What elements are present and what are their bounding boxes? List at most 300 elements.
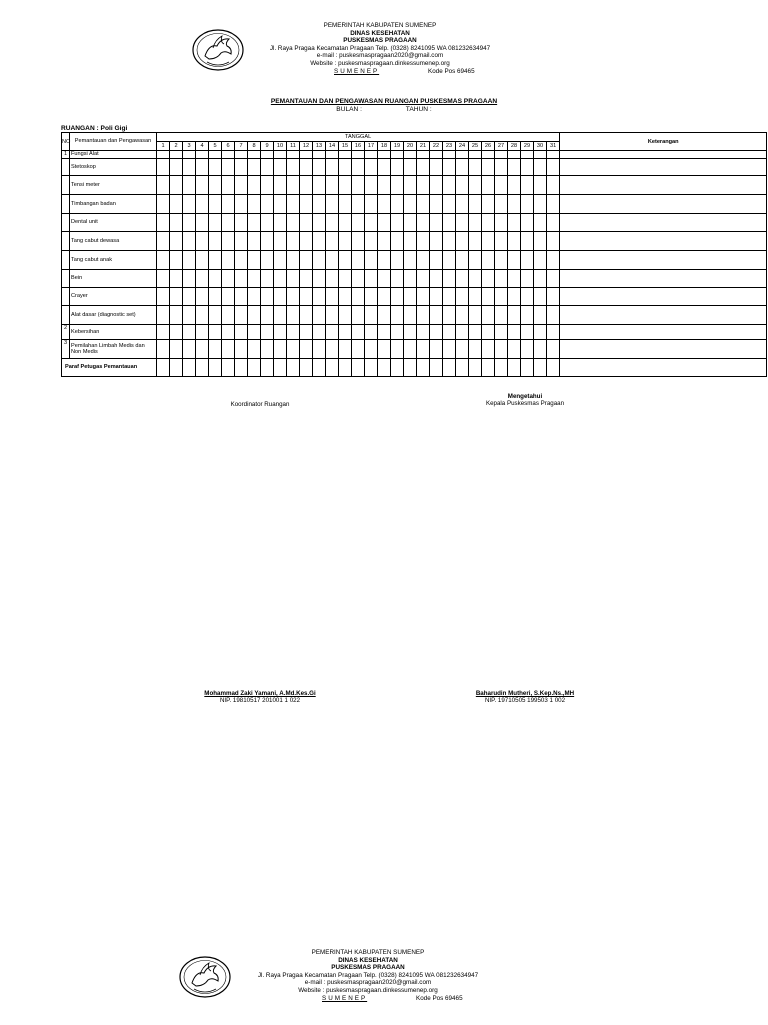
day-cell[interactable] (261, 151, 274, 159)
day-cell[interactable] (547, 232, 560, 251)
day-cell[interactable] (352, 151, 365, 159)
day-cell[interactable] (443, 159, 456, 176)
day-cell[interactable] (196, 159, 209, 176)
day-cell[interactable] (339, 159, 352, 176)
day-cell[interactable] (183, 232, 196, 251)
day-cell[interactable] (521, 306, 534, 325)
day-cell[interactable] (261, 288, 274, 306)
day-cell[interactable] (196, 270, 209, 288)
day-cell[interactable] (222, 176, 235, 195)
day-cell[interactable] (534, 232, 547, 251)
day-cell[interactable] (508, 288, 521, 306)
day-cell[interactable] (495, 288, 508, 306)
day-cell[interactable] (313, 270, 326, 288)
day-cell[interactable] (183, 176, 196, 195)
day-cell[interactable] (482, 325, 495, 340)
day-cell[interactable] (430, 251, 443, 270)
day-cell[interactable] (313, 214, 326, 232)
keterangan-cell[interactable] (560, 325, 767, 340)
day-cell[interactable] (287, 325, 300, 340)
day-cell[interactable] (209, 214, 222, 232)
day-cell[interactable] (365, 270, 378, 288)
day-cell[interactable] (248, 176, 261, 195)
day-cell[interactable] (157, 325, 170, 340)
day-cell[interactable] (209, 340, 222, 359)
day-cell[interactable] (443, 340, 456, 359)
day-cell[interactable] (157, 359, 170, 377)
day-cell[interactable] (404, 232, 417, 251)
day-cell[interactable] (417, 325, 430, 340)
keterangan-cell[interactable] (560, 176, 767, 195)
day-cell[interactable] (326, 195, 339, 214)
day-cell[interactable] (495, 176, 508, 195)
day-cell[interactable] (196, 288, 209, 306)
day-cell[interactable] (170, 288, 183, 306)
day-cell[interactable] (300, 288, 313, 306)
day-cell[interactable] (209, 195, 222, 214)
day-cell[interactable] (339, 176, 352, 195)
day-cell[interactable] (326, 288, 339, 306)
day-cell[interactable] (170, 195, 183, 214)
day-cell[interactable] (391, 340, 404, 359)
day-cell[interactable] (261, 340, 274, 359)
day-cell[interactable] (170, 340, 183, 359)
day-cell[interactable] (261, 232, 274, 251)
day-cell[interactable] (521, 359, 534, 377)
day-cell[interactable] (183, 359, 196, 377)
keterangan-cell[interactable] (560, 340, 767, 359)
day-cell[interactable] (391, 159, 404, 176)
day-cell[interactable] (352, 176, 365, 195)
keterangan-cell[interactable] (560, 270, 767, 288)
day-cell[interactable] (508, 359, 521, 377)
day-cell[interactable] (547, 251, 560, 270)
day-cell[interactable] (352, 232, 365, 251)
day-cell[interactable] (183, 340, 196, 359)
day-cell[interactable] (495, 359, 508, 377)
day-cell[interactable] (287, 151, 300, 159)
day-cell[interactable] (417, 359, 430, 377)
day-cell[interactable] (456, 340, 469, 359)
day-cell[interactable] (404, 195, 417, 214)
day-cell[interactable] (157, 288, 170, 306)
day-cell[interactable] (235, 232, 248, 251)
day-cell[interactable] (235, 251, 248, 270)
day-cell[interactable] (469, 359, 482, 377)
day-cell[interactable] (313, 359, 326, 377)
day-cell[interactable] (456, 325, 469, 340)
day-cell[interactable] (209, 325, 222, 340)
day-cell[interactable] (222, 214, 235, 232)
day-cell[interactable] (157, 251, 170, 270)
day-cell[interactable] (326, 151, 339, 159)
day-cell[interactable] (365, 306, 378, 325)
day-cell[interactable] (456, 251, 469, 270)
day-cell[interactable] (209, 151, 222, 159)
day-cell[interactable] (469, 214, 482, 232)
day-cell[interactable] (378, 195, 391, 214)
day-cell[interactable] (222, 288, 235, 306)
day-cell[interactable] (222, 251, 235, 270)
day-cell[interactable] (170, 214, 183, 232)
day-cell[interactable] (248, 214, 261, 232)
day-cell[interactable] (391, 232, 404, 251)
day-cell[interactable] (261, 176, 274, 195)
day-cell[interactable] (235, 151, 248, 159)
day-cell[interactable] (222, 232, 235, 251)
keterangan-cell[interactable] (560, 288, 767, 306)
day-cell[interactable] (313, 232, 326, 251)
day-cell[interactable] (404, 251, 417, 270)
day-cell[interactable] (183, 214, 196, 232)
day-cell[interactable] (508, 270, 521, 288)
day-cell[interactable] (261, 359, 274, 377)
day-cell[interactable] (391, 251, 404, 270)
day-cell[interactable] (482, 251, 495, 270)
day-cell[interactable] (157, 306, 170, 325)
day-cell[interactable] (469, 195, 482, 214)
day-cell[interactable] (274, 251, 287, 270)
day-cell[interactable] (326, 251, 339, 270)
day-cell[interactable] (521, 232, 534, 251)
day-cell[interactable] (378, 251, 391, 270)
day-cell[interactable] (508, 151, 521, 159)
day-cell[interactable] (170, 251, 183, 270)
day-cell[interactable] (352, 195, 365, 214)
day-cell[interactable] (521, 176, 534, 195)
day-cell[interactable] (417, 306, 430, 325)
day-cell[interactable] (313, 325, 326, 340)
day-cell[interactable] (534, 176, 547, 195)
day-cell[interactable] (326, 306, 339, 325)
day-cell[interactable] (274, 340, 287, 359)
day-cell[interactable] (339, 325, 352, 340)
day-cell[interactable] (365, 288, 378, 306)
day-cell[interactable] (352, 306, 365, 325)
day-cell[interactable] (326, 359, 339, 377)
day-cell[interactable] (378, 306, 391, 325)
day-cell[interactable] (508, 159, 521, 176)
day-cell[interactable] (508, 325, 521, 340)
day-cell[interactable] (235, 176, 248, 195)
day-cell[interactable] (339, 232, 352, 251)
day-cell[interactable] (352, 325, 365, 340)
day-cell[interactable] (287, 214, 300, 232)
day-cell[interactable] (495, 340, 508, 359)
day-cell[interactable] (170, 151, 183, 159)
day-cell[interactable] (196, 151, 209, 159)
day-cell[interactable] (196, 176, 209, 195)
day-cell[interactable] (417, 176, 430, 195)
day-cell[interactable] (495, 325, 508, 340)
day-cell[interactable] (404, 270, 417, 288)
day-cell[interactable] (326, 214, 339, 232)
day-cell[interactable] (521, 214, 534, 232)
day-cell[interactable] (469, 176, 482, 195)
day-cell[interactable] (274, 232, 287, 251)
day-cell[interactable] (365, 232, 378, 251)
day-cell[interactable] (339, 359, 352, 377)
day-cell[interactable] (443, 306, 456, 325)
day-cell[interactable] (196, 214, 209, 232)
day-cell[interactable] (391, 288, 404, 306)
day-cell[interactable] (391, 214, 404, 232)
day-cell[interactable] (170, 232, 183, 251)
day-cell[interactable] (469, 306, 482, 325)
day-cell[interactable] (508, 232, 521, 251)
day-cell[interactable] (196, 232, 209, 251)
day-cell[interactable] (261, 159, 274, 176)
day-cell[interactable] (404, 176, 417, 195)
day-cell[interactable] (547, 151, 560, 159)
day-cell[interactable] (482, 232, 495, 251)
day-cell[interactable] (495, 159, 508, 176)
day-cell[interactable] (274, 214, 287, 232)
day-cell[interactable] (495, 270, 508, 288)
day-cell[interactable] (365, 214, 378, 232)
day-cell[interactable] (209, 359, 222, 377)
day-cell[interactable] (196, 340, 209, 359)
day-cell[interactable] (248, 195, 261, 214)
day-cell[interactable] (482, 306, 495, 325)
keterangan-cell[interactable] (560, 251, 767, 270)
day-cell[interactable] (469, 288, 482, 306)
day-cell[interactable] (274, 306, 287, 325)
day-cell[interactable] (547, 306, 560, 325)
day-cell[interactable] (261, 214, 274, 232)
day-cell[interactable] (352, 159, 365, 176)
day-cell[interactable] (534, 306, 547, 325)
day-cell[interactable] (469, 340, 482, 359)
day-cell[interactable] (235, 340, 248, 359)
day-cell[interactable] (391, 151, 404, 159)
day-cell[interactable] (443, 232, 456, 251)
day-cell[interactable] (404, 288, 417, 306)
day-cell[interactable] (274, 195, 287, 214)
day-cell[interactable] (443, 359, 456, 377)
day-cell[interactable] (534, 325, 547, 340)
day-cell[interactable] (313, 251, 326, 270)
day-cell[interactable] (287, 340, 300, 359)
day-cell[interactable] (352, 251, 365, 270)
day-cell[interactable] (222, 195, 235, 214)
day-cell[interactable] (456, 359, 469, 377)
day-cell[interactable] (365, 151, 378, 159)
day-cell[interactable] (469, 232, 482, 251)
day-cell[interactable] (261, 195, 274, 214)
day-cell[interactable] (404, 151, 417, 159)
keterangan-cell[interactable] (560, 306, 767, 325)
day-cell[interactable] (222, 159, 235, 176)
day-cell[interactable] (313, 288, 326, 306)
keterangan-cell[interactable] (560, 159, 767, 176)
day-cell[interactable] (378, 214, 391, 232)
day-cell[interactable] (287, 176, 300, 195)
day-cell[interactable] (378, 359, 391, 377)
day-cell[interactable] (183, 270, 196, 288)
day-cell[interactable] (235, 159, 248, 176)
day-cell[interactable] (456, 270, 469, 288)
day-cell[interactable] (534, 270, 547, 288)
day-cell[interactable] (417, 288, 430, 306)
day-cell[interactable] (391, 359, 404, 377)
day-cell[interactable] (508, 340, 521, 359)
day-cell[interactable] (300, 251, 313, 270)
day-cell[interactable] (378, 288, 391, 306)
day-cell[interactable] (521, 159, 534, 176)
day-cell[interactable] (261, 270, 274, 288)
day-cell[interactable] (170, 325, 183, 340)
day-cell[interactable] (547, 288, 560, 306)
keterangan-cell[interactable] (560, 359, 767, 377)
day-cell[interactable] (170, 270, 183, 288)
day-cell[interactable] (417, 159, 430, 176)
day-cell[interactable] (404, 325, 417, 340)
day-cell[interactable] (196, 251, 209, 270)
day-cell[interactable] (534, 288, 547, 306)
day-cell[interactable] (209, 288, 222, 306)
day-cell[interactable] (417, 195, 430, 214)
day-cell[interactable] (534, 340, 547, 359)
day-cell[interactable] (248, 325, 261, 340)
day-cell[interactable] (378, 176, 391, 195)
day-cell[interactable] (326, 340, 339, 359)
day-cell[interactable] (443, 151, 456, 159)
day-cell[interactable] (313, 306, 326, 325)
day-cell[interactable] (300, 151, 313, 159)
day-cell[interactable] (456, 288, 469, 306)
day-cell[interactable] (313, 340, 326, 359)
day-cell[interactable] (430, 176, 443, 195)
keterangan-cell[interactable] (560, 214, 767, 232)
day-cell[interactable] (547, 214, 560, 232)
day-cell[interactable] (469, 325, 482, 340)
day-cell[interactable] (287, 232, 300, 251)
day-cell[interactable] (443, 176, 456, 195)
day-cell[interactable] (534, 251, 547, 270)
day-cell[interactable] (287, 359, 300, 377)
day-cell[interactable] (404, 159, 417, 176)
day-cell[interactable] (456, 176, 469, 195)
day-cell[interactable] (417, 340, 430, 359)
day-cell[interactable] (157, 340, 170, 359)
day-cell[interactable] (365, 195, 378, 214)
day-cell[interactable] (378, 159, 391, 176)
day-cell[interactable] (222, 325, 235, 340)
day-cell[interactable] (300, 176, 313, 195)
day-cell[interactable] (508, 195, 521, 214)
day-cell[interactable] (196, 306, 209, 325)
day-cell[interactable] (456, 232, 469, 251)
day-cell[interactable] (326, 159, 339, 176)
day-cell[interactable] (508, 176, 521, 195)
day-cell[interactable] (430, 214, 443, 232)
day-cell[interactable] (404, 214, 417, 232)
day-cell[interactable] (287, 251, 300, 270)
day-cell[interactable] (235, 270, 248, 288)
day-cell[interactable] (495, 232, 508, 251)
day-cell[interactable] (547, 195, 560, 214)
day-cell[interactable] (339, 306, 352, 325)
day-cell[interactable] (326, 270, 339, 288)
day-cell[interactable] (170, 159, 183, 176)
day-cell[interactable] (482, 195, 495, 214)
day-cell[interactable] (352, 288, 365, 306)
day-cell[interactable] (404, 359, 417, 377)
day-cell[interactable] (547, 325, 560, 340)
day-cell[interactable] (248, 288, 261, 306)
day-cell[interactable] (521, 325, 534, 340)
day-cell[interactable] (209, 232, 222, 251)
day-cell[interactable] (339, 195, 352, 214)
day-cell[interactable] (456, 195, 469, 214)
day-cell[interactable] (183, 325, 196, 340)
day-cell[interactable] (365, 159, 378, 176)
day-cell[interactable] (430, 159, 443, 176)
day-cell[interactable] (430, 306, 443, 325)
day-cell[interactable] (469, 151, 482, 159)
day-cell[interactable] (352, 270, 365, 288)
day-cell[interactable] (482, 176, 495, 195)
day-cell[interactable] (222, 340, 235, 359)
day-cell[interactable] (183, 159, 196, 176)
day-cell[interactable] (300, 340, 313, 359)
day-cell[interactable] (365, 359, 378, 377)
day-cell[interactable] (300, 270, 313, 288)
day-cell[interactable] (365, 251, 378, 270)
day-cell[interactable] (326, 232, 339, 251)
day-cell[interactable] (274, 159, 287, 176)
day-cell[interactable] (456, 159, 469, 176)
day-cell[interactable] (222, 306, 235, 325)
day-cell[interactable] (430, 270, 443, 288)
day-cell[interactable] (274, 176, 287, 195)
day-cell[interactable] (313, 159, 326, 176)
day-cell[interactable] (235, 288, 248, 306)
day-cell[interactable] (235, 325, 248, 340)
day-cell[interactable] (547, 159, 560, 176)
day-cell[interactable] (274, 359, 287, 377)
day-cell[interactable] (443, 288, 456, 306)
day-cell[interactable] (196, 325, 209, 340)
day-cell[interactable] (300, 306, 313, 325)
day-cell[interactable] (352, 340, 365, 359)
day-cell[interactable] (339, 214, 352, 232)
day-cell[interactable] (248, 251, 261, 270)
day-cell[interactable] (430, 232, 443, 251)
day-cell[interactable] (339, 288, 352, 306)
day-cell[interactable] (170, 176, 183, 195)
day-cell[interactable] (378, 325, 391, 340)
day-cell[interactable] (430, 151, 443, 159)
day-cell[interactable] (482, 151, 495, 159)
day-cell[interactable] (183, 195, 196, 214)
day-cell[interactable] (534, 214, 547, 232)
day-cell[interactable] (196, 195, 209, 214)
day-cell[interactable] (326, 325, 339, 340)
day-cell[interactable] (443, 251, 456, 270)
day-cell[interactable] (157, 270, 170, 288)
day-cell[interactable] (209, 176, 222, 195)
day-cell[interactable] (170, 306, 183, 325)
day-cell[interactable] (235, 306, 248, 325)
day-cell[interactable] (261, 251, 274, 270)
day-cell[interactable] (430, 325, 443, 340)
day-cell[interactable] (313, 151, 326, 159)
day-cell[interactable] (365, 340, 378, 359)
day-cell[interactable] (456, 151, 469, 159)
day-cell[interactable] (482, 214, 495, 232)
